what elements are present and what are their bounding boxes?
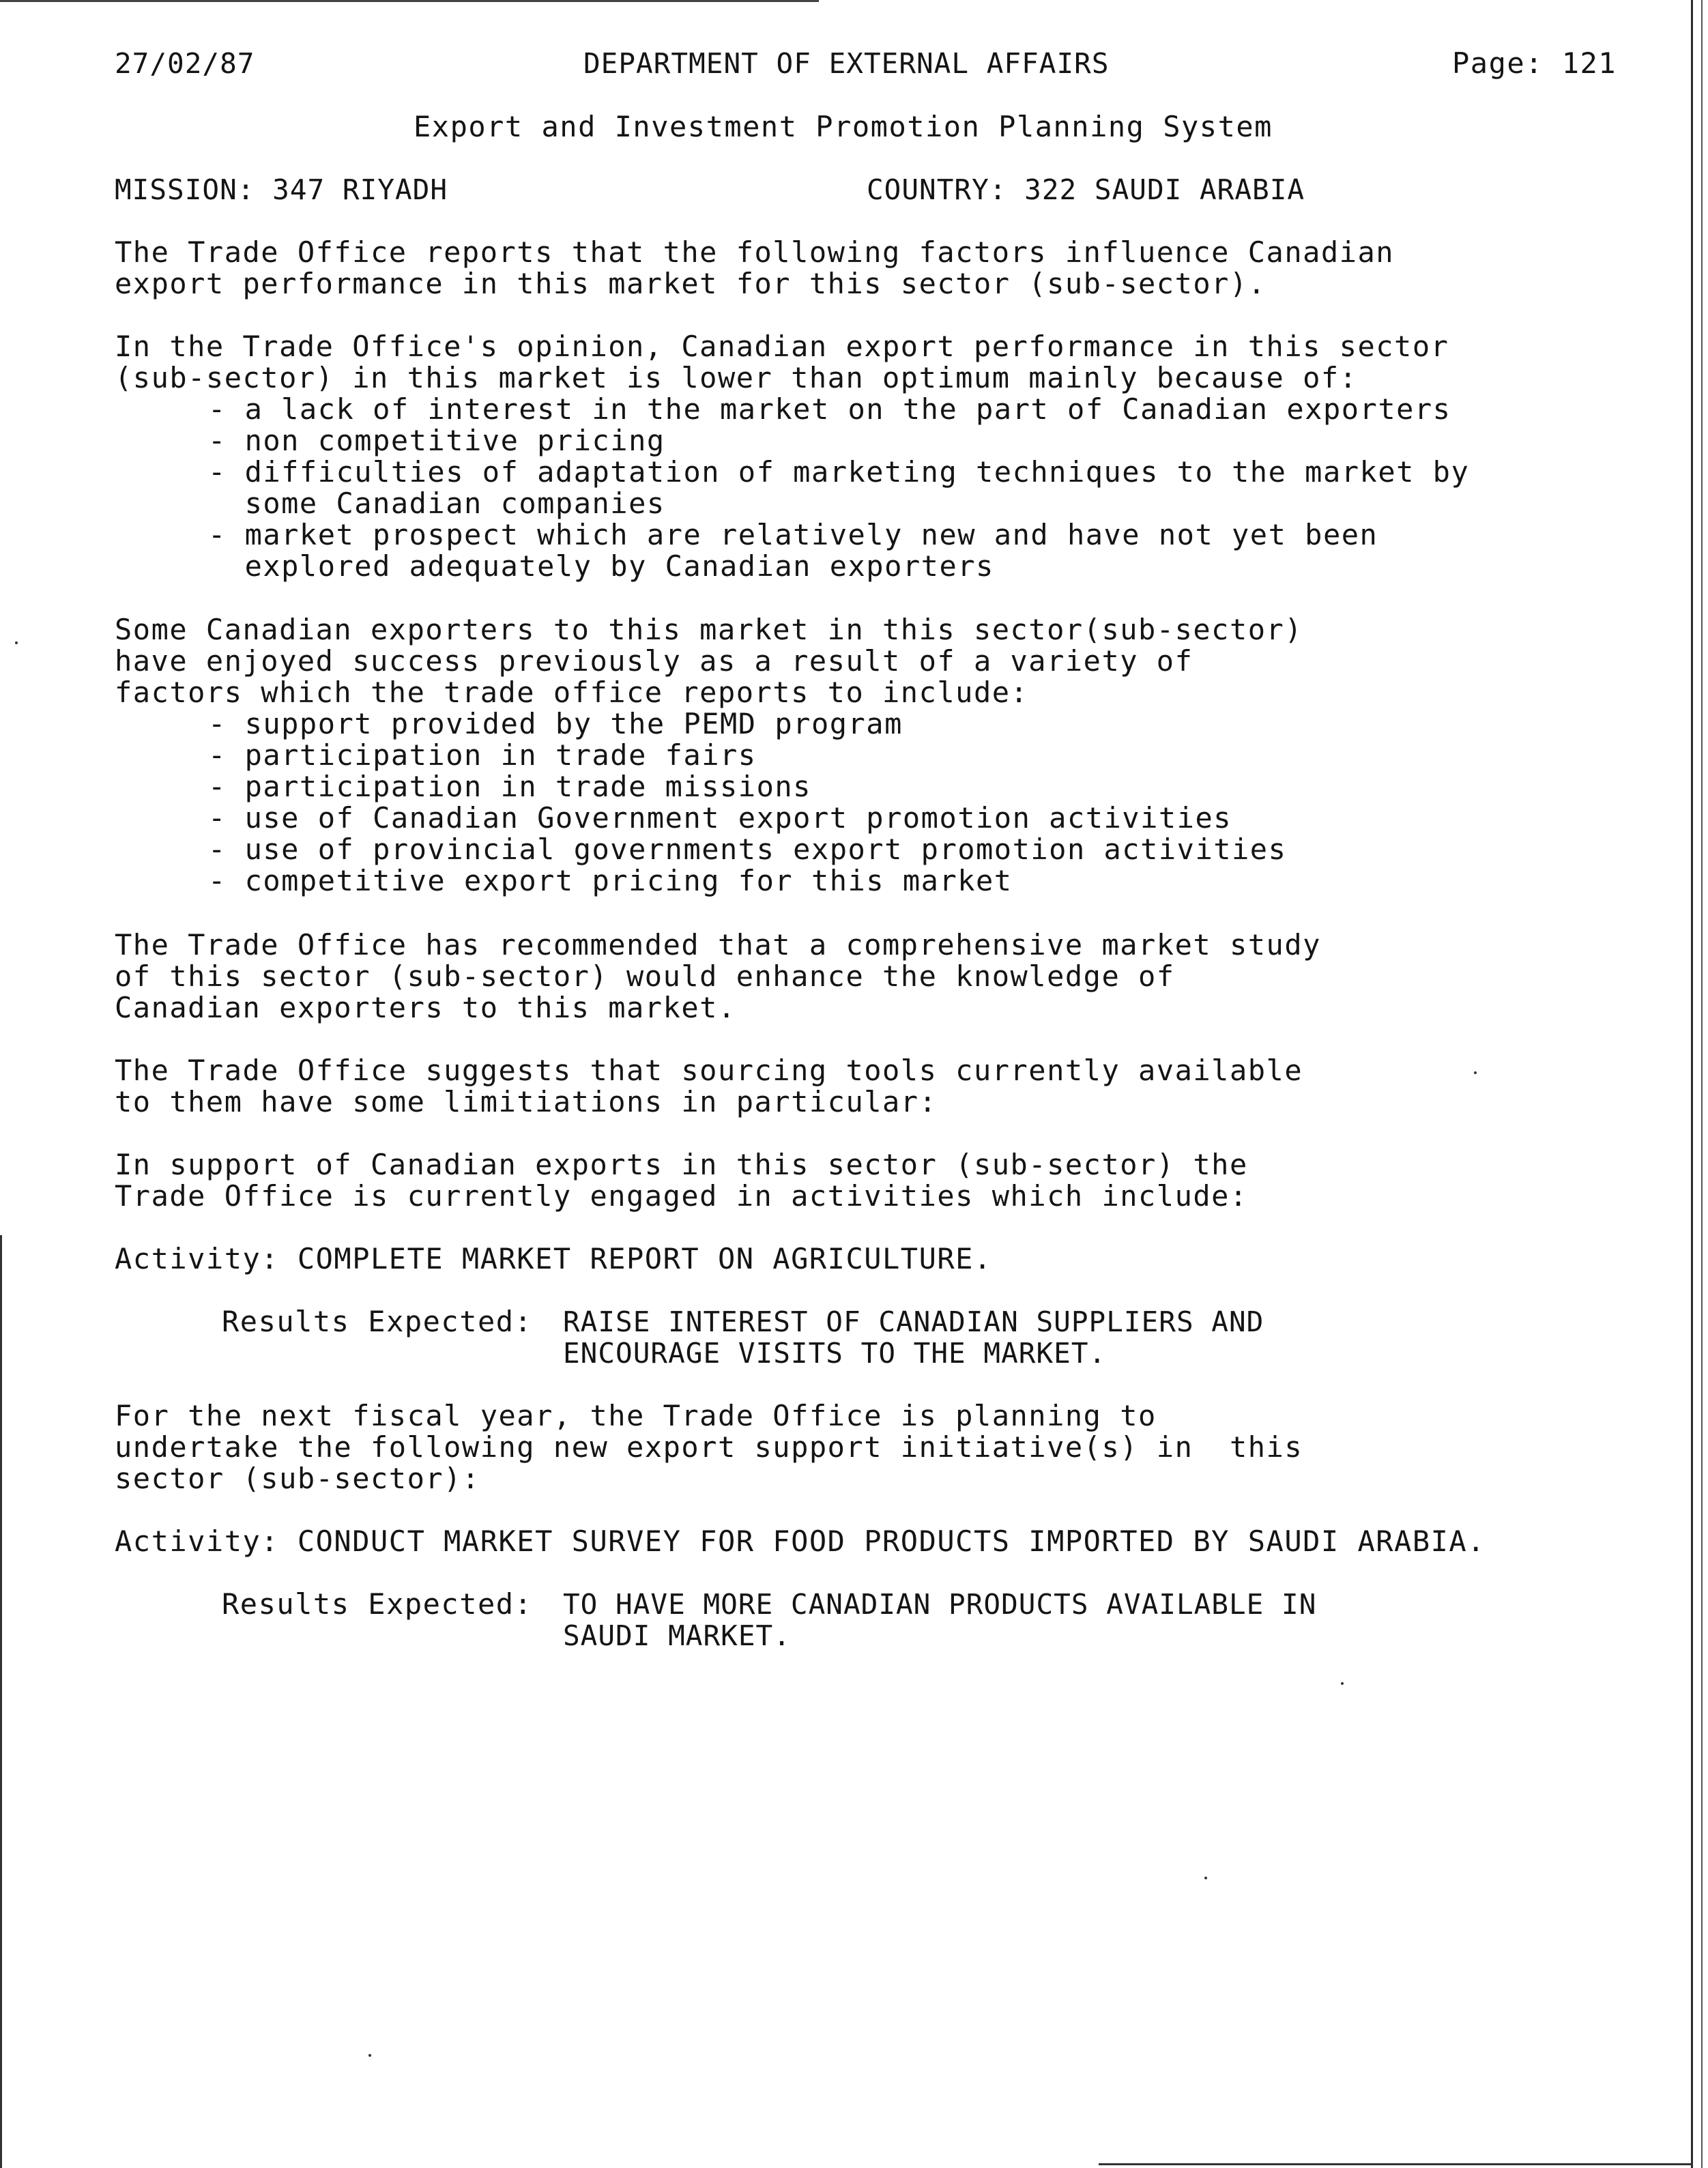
opinion-bullet-continuation: explored adequately by Canadian exporters: [208, 549, 994, 583]
opinion-bullet: - non competitive pricing: [208, 424, 665, 457]
opinion-bullet: - market prospect which are relatively new and have not yet been: [208, 518, 1378, 551]
current-results-label: Results Expected:: [222, 1305, 533, 1338]
recommendation-line-3: Canadian exporters to this market.: [115, 991, 736, 1024]
support-line-2: Trade Office is currently engaged in activities which include:: [115, 1179, 1248, 1213]
scan-speck: [1341, 1682, 1344, 1685]
next-year-line-2: undertake the following new export support initiative(s) in this: [115, 1430, 1303, 1464]
scan-edge-bottom: [1099, 2163, 1692, 2165]
success-bullet: - use of Canadian Government export promotion activities: [208, 801, 1232, 835]
opinion-bullet-continuation: some Canadian companies: [208, 487, 665, 520]
scan-speck: [368, 2054, 371, 2057]
opinion-line-2: (sub-sector) in this market is lower than optimum mainly because of:: [115, 361, 1358, 394]
page-number: Page: 121: [1452, 46, 1617, 80]
mission-label: MISSION: 347 RIYADH: [115, 173, 448, 206]
current-results-line: ENCOURAGE VISITS TO THE MARKET.: [563, 1337, 1107, 1370]
success-line-1: Some Canadian exporters to this market in this sector(sub-sector): [115, 613, 1303, 646]
recommendation-line-2: of this sector (sub-sector) would enhance the knowledge of: [115, 959, 1175, 993]
scan-edge-top: [0, 0, 819, 2]
scan-speck: [15, 641, 18, 644]
opinion-bullet: - difficulties of adaptation of marketing techniques to the market by: [208, 455, 1470, 489]
intro-line-1: The Trade Office reports that the following factors influence Canadian: [115, 235, 1395, 269]
scan-edge-left: [0, 1235, 2, 2168]
system-title: Export and Investment Promotion Planning System: [414, 110, 1273, 143]
sourcing-line-2: to them have some limitiations in particular:: [115, 1085, 938, 1118]
scan-edge-right: [1691, 0, 1693, 2168]
report-date: 27/02/87: [115, 47, 255, 80]
country-label: COUNTRY: 322 SAUDI ARABIA: [867, 173, 1305, 206]
new-activity: Activity: CONDUCT MARKET SURVEY FOR FOOD PRODUCTS IMPORTED BY SAUDI ARABIA.: [115, 1524, 1486, 1558]
intro-line-2: export performance in this market for this sector (sub-sector).: [115, 267, 1266, 300]
current-activity: Activity: COMPLETE MARKET REPORT ON AGRICULTURE.: [115, 1242, 992, 1275]
opinion-bullet: - a lack of interest in the market on the part of Canadian exporters: [208, 392, 1451, 426]
success-bullet: - use of provincial governments export promotion activities: [208, 833, 1287, 866]
recommendation-line-1: The Trade Office has recommended that a comprehensive market study: [115, 928, 1321, 962]
success-bullet: - competitive export pricing for this market: [208, 864, 1013, 897]
sourcing-line-1: The Trade Office suggests that sourcing tools currently available: [115, 1054, 1303, 1087]
new-results-label: Results Expected:: [222, 1587, 533, 1621]
success-line-3: factors which the trade office reports to include:: [115, 676, 1029, 709]
scan-speck: [1204, 1877, 1207, 1879]
new-results-line: SAUDI MARKET.: [563, 1619, 791, 1652]
scan-edge-right-outer: [1701, 0, 1703, 2168]
success-bullet: - participation in trade missions: [208, 770, 811, 803]
support-line-1: In support of Canadian exports in this sector (sub-sector) the: [115, 1148, 1248, 1181]
scan-speck: [1474, 1071, 1477, 1074]
success-bullet: - participation in trade fairs: [208, 738, 757, 772]
opinion-line-1: In the Trade Office's opinion, Canadian export performance in this sector: [115, 330, 1449, 363]
next-year-line-1: For the next fiscal year, the Trade Office is planning to: [115, 1399, 1157, 1432]
next-year-line-3: sector (sub-sector):: [115, 1462, 480, 1495]
new-results-line: TO HAVE MORE CANADIAN PRODUCTS AVAILABLE IN: [563, 1588, 1317, 1621]
current-results-line: RAISE INTEREST OF CANADIAN SUPPLIERS AND: [563, 1305, 1264, 1338]
success-bullet: - support provided by the PEMD program: [208, 707, 903, 740]
success-line-2: have enjoyed success previously as a result of a variety of: [115, 644, 1193, 678]
department-title: DEPARTMENT OF EXTERNAL AFFAIRS: [583, 47, 1110, 80]
